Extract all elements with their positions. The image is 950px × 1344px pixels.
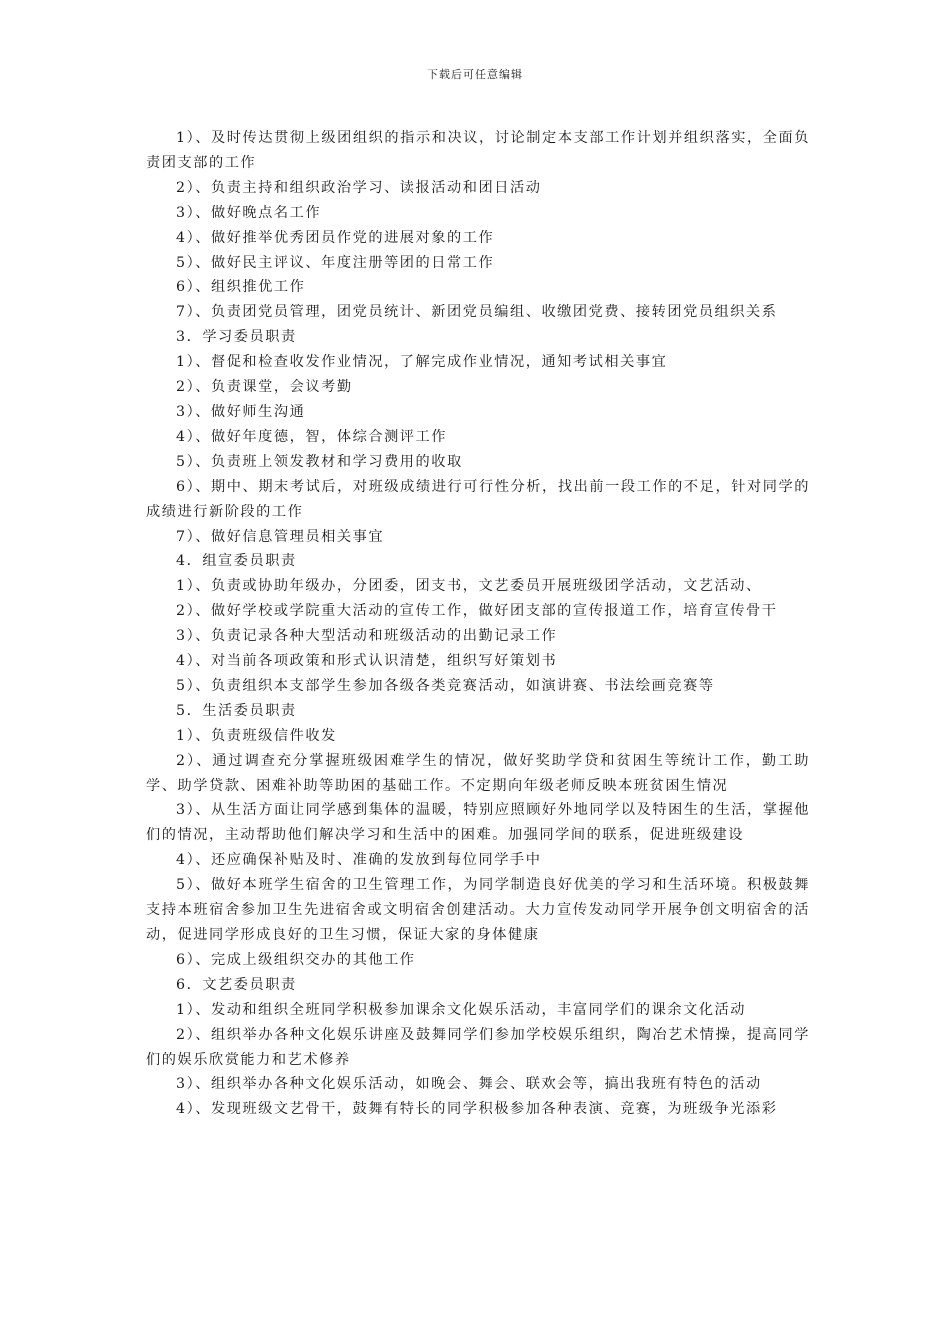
section-heading: 3．学习委员职责 [176, 329, 297, 346]
page-header: 下载后可任意编辑 [427, 68, 523, 81]
paragraph: 1）、及时传达贯彻上级团组织的指示和决议，讨论制定本支部工作计划并组织落实，全面负责团支部的工作 [146, 130, 810, 171]
section-heading: 6．文艺委员职责 [176, 976, 297, 993]
paragraph: 4）、对当前各项政策和形式认识清楚，组织写好策划书 [176, 653, 558, 670]
paragraph: 7）、负责团党员管理，团党员统计、新团党员编组、收缴团党费、接转团党员组织关系 [176, 304, 778, 321]
section-heading: 5．生活委员职责 [176, 702, 297, 719]
paragraph: 1）、督促和检查收发作业情况，了解完成作业情况，通知考试相关事宜 [176, 354, 668, 371]
paragraph: 3）、负责记录各种大型活动和班级活动的出勤记录工作 [176, 628, 558, 645]
paragraph: 2）、负责课堂，会议考勤 [176, 379, 353, 396]
paragraph: 6）、完成上级组织交办的其他工作 [176, 951, 416, 968]
paragraph: 5）、负责组织本支部学生参加各级各类竞赛活动，如演讲赛、书法绘画竞赛等 [176, 677, 715, 694]
paragraph: 2）、负责主持和组织政治学习、读报活动和团日活动 [176, 179, 542, 196]
paragraph: 4）、发现班级文艺骨干，鼓舞有特长的同学积极参加各种表演、竞赛，为班级争光添彩 [176, 1101, 778, 1118]
paragraph: 4）、做好推举优秀团员作党的进展对象的工作 [176, 229, 495, 246]
paragraph: 2）、组织举办各种文化娱乐讲座及鼓舞同学们参加学校娱乐组织，陶冶艺术情操，提高同学们的娱乐欣赏能力和艺术修养 [146, 1026, 810, 1068]
paragraph: 3）、做好晚点名工作 [176, 204, 322, 221]
paragraph: 1）、负责或协助年级办，分团委，团支书，文艺委员开展班级团学活动，文艺活动、 [176, 578, 762, 595]
paragraph: 6）、组织推优工作 [176, 279, 306, 296]
paragraph: 2）、做好学校或学院重大活动的宣传工作，做好团支部的宣传报道工作，培育宣传骨干 [176, 603, 778, 620]
paragraph: 2）、通过调查充分掌握班级困难学生的情况，做好奖助学贷和贫困生等统计工作，勤工助学、助学贷款、困难补助等助困的基础工作。不定期向年级老师反映本班贫困生情况 [146, 752, 810, 794]
paragraph: 4）、还应确保补贴及时、准确的发放到每位同学手中 [176, 852, 542, 869]
section-heading: 4．组宣委员职责 [176, 553, 297, 570]
paragraph: 5）、做好本班学生宿舍的卫生管理工作，为同学制造良好优美的学习和生活环境。积极鼓舞支持本班宿舍参加卫生先进宿舍或文明宿舍创建活动。大力宣传发动同学开展争创文明宿舍的活动，促进同学形成良好的卫生习惯，保证大家的身体健康 [146, 877, 810, 943]
paragraph: 5）、做好民主评议、年度注册等团的日常工作 [176, 254, 495, 271]
paragraph: 6）、期中、期末考试后，对班级成绩进行可行性分析，找出前一段工作的不足，针对同学的成绩进行新阶段的工作 [146, 478, 810, 520]
paragraph: 1）、负责班级信件收发 [176, 727, 337, 744]
paragraph: 3）、组织举办各种文化娱乐活动，如晚会、舞会、联欢会等，搞出我班有特色的活动 [176, 1076, 762, 1093]
paragraph: 3）、从生活方面让同学感到集体的温暖，特别应照顾好外地同学以及特困生的生活，掌握他们的情况，主动帮助他们解决学习和生活中的困难。加强同学间的联系，促进班级建设 [146, 802, 810, 844]
paragraph: 3）、做好师生沟通 [176, 403, 306, 420]
paragraph: 4）、做好年度德，智，体综合测评工作 [176, 428, 448, 445]
paragraph: 1）、发动和组织全班同学积极参加课余文化娱乐活动，丰富同学们的课余文化活动 [176, 1001, 747, 1018]
paragraph: 5）、负责班上领发教材和学习费用的收取 [176, 453, 463, 470]
document-body [146, 126, 810, 1122]
paragraph: 7）、做好信息管理员相关事宜 [176, 528, 385, 545]
